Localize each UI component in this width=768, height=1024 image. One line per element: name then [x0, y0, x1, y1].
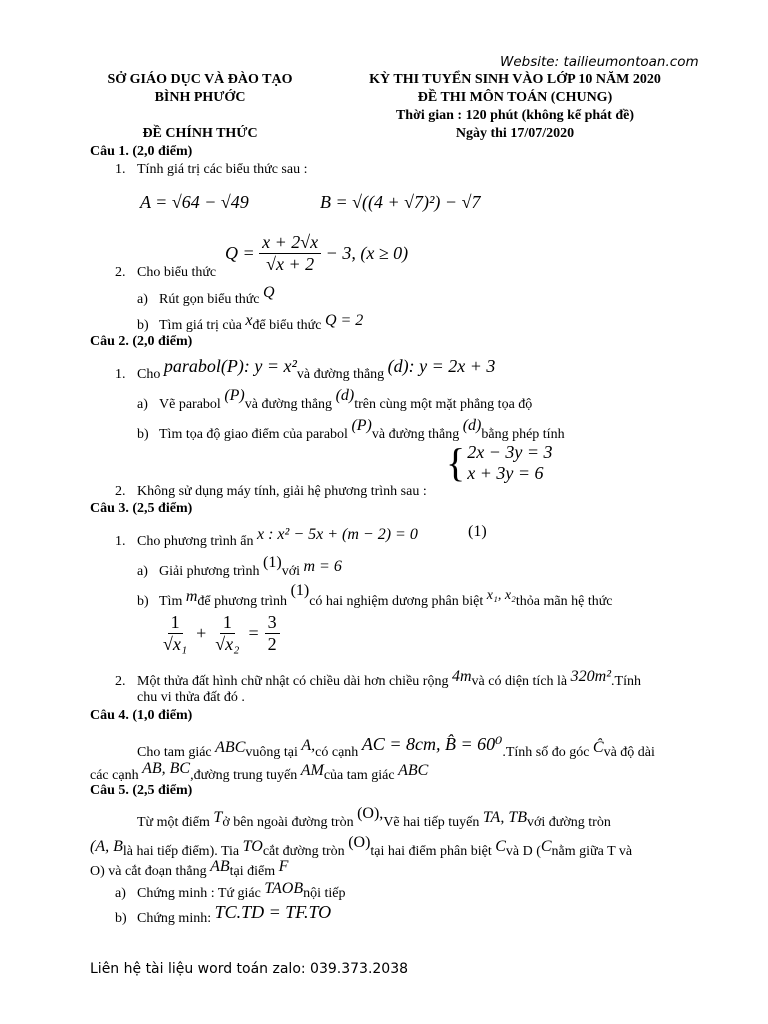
frac-3-den: 2	[267, 634, 277, 654]
list-number: 1.	[115, 367, 126, 382]
q-fraction	[259, 232, 321, 275]
q-lhs: Q =	[225, 243, 255, 263]
q5-m1: T	[213, 809, 223, 826]
q4-t2: vuông tại	[245, 745, 298, 760]
equals-sign: =	[248, 623, 259, 643]
q4-m7: ABC	[398, 762, 429, 779]
q2-item1-text: Cho	[137, 367, 161, 382]
q5-part-a	[115, 880, 346, 902]
q3-b-text1: Tìm	[159, 594, 183, 609]
q3-a-text2: với	[281, 564, 300, 579]
q4-m1: ABC	[215, 739, 246, 756]
q-rest: − 3, (x ≥ 0)	[325, 243, 409, 263]
q4-t8: của tam giác	[323, 768, 395, 783]
q2-a-text3: trên cùng một mặt phẳng tọa độ	[354, 397, 533, 412]
q3-equation-label: (1)	[468, 523, 487, 540]
q4-t3: có cạnh	[315, 745, 359, 760]
q5-m10: F	[278, 858, 289, 875]
q3-b-text2: để phương trình	[197, 594, 288, 609]
system-brace: {	[446, 440, 466, 485]
q4-m6: AM	[300, 762, 324, 779]
q5-t5: là hai tiếp điểm). Tia	[122, 844, 240, 859]
q-numerator: x + 2√x	[259, 232, 321, 254]
q5-t1: Từ một điểm	[137, 815, 210, 830]
q3-b-text4: thỏa mãn hệ thức	[515, 594, 613, 609]
q5-a-text2: nội tiếp	[303, 886, 346, 901]
frac-1-den: √x₁	[163, 634, 188, 654]
q5-part-b	[115, 902, 332, 927]
q2-b-math2: (d)	[462, 417, 482, 434]
q5-m5: TO	[242, 838, 263, 855]
q-denominator: √x + 2	[266, 254, 315, 274]
q2-b-math1: (P)	[351, 417, 372, 434]
q1-expr-a: A = √64 − √49	[140, 192, 249, 212]
q5-t3: Vẽ hai tiếp tuyến	[383, 815, 480, 830]
q3-item-2-line-2: chu vi thửa đất đó .	[137, 690, 245, 705]
list-letter: b)	[115, 911, 127, 926]
footer-contact: Liên hệ tài liệu word toán zalo: 039.373.2038	[90, 961, 409, 977]
q4-m5: AB, BC	[142, 760, 191, 777]
q3-title: Câu 3. (2,5 điểm)	[90, 501, 193, 516]
q3-a-math1: (1)	[263, 554, 282, 571]
q5-line-1	[137, 805, 611, 831]
q4-m3: AC = 8cm, B̂ = 60⁰	[361, 734, 503, 754]
q1-b-text1: Tìm giá trị của	[159, 318, 242, 333]
q2-a-text1: Vẽ parabol	[159, 397, 221, 412]
q3-item2-math2: 320m²	[570, 668, 612, 685]
q2-a-math1: (P)	[224, 387, 245, 404]
q2-a-text2: và đường thẳng	[244, 397, 333, 412]
q5-m8: C	[540, 838, 552, 855]
q1-b-math2: Q = 2	[324, 312, 364, 329]
q5-m4: (A, B	[90, 838, 123, 855]
org-line-2: BÌNH PHƯỚC	[154, 90, 246, 105]
list-number: 1.	[115, 534, 126, 549]
list-number: 2.	[115, 484, 126, 499]
q3-a-math2: m = 6	[303, 558, 342, 575]
q1-part-a	[137, 284, 275, 308]
q5-t9: nằm giữa T và	[551, 844, 633, 859]
q5-title: Câu 5. (2,5 điểm)	[90, 783, 193, 798]
q5-m7: C	[495, 838, 506, 855]
q2-title: Câu 2. (2,0 điểm)	[90, 334, 193, 349]
q4-title: Câu 4. (1,0 điểm)	[90, 708, 193, 723]
list-letter: a)	[137, 564, 148, 579]
q3-item-1	[115, 526, 418, 550]
q2-item-1	[115, 356, 496, 383]
frac-2-den: √x₂	[215, 634, 240, 654]
q3-b-math3: x₁, x₂	[486, 588, 516, 603]
q1-expr-b: B = √((4 + √7)²) − √7	[320, 192, 481, 212]
q2-line-math: (d): y = 2x + 3	[387, 356, 496, 376]
q3-item1-text: Cho phương trình ẩn	[137, 534, 254, 549]
exam-title: KỲ THI TUYỂN SINH VÀO LỚP 10 NĂM 2020	[369, 72, 661, 87]
q5-t4: với đường tròn	[527, 815, 611, 830]
q2-part-b	[137, 417, 565, 443]
frac-3-num: 3	[265, 612, 280, 634]
frac-2-num: 1	[220, 612, 235, 634]
q2-b-text3: bằng phép tính	[481, 427, 565, 442]
q5-t2: ở bên ngoài đường tròn	[222, 815, 354, 830]
frac-2	[212, 612, 242, 655]
q1-expr-q	[225, 232, 408, 275]
list-letter: b)	[137, 318, 149, 333]
q5-b-text: Chứng minh:	[137, 911, 212, 926]
q5-m2: (O),	[357, 805, 384, 822]
q5-m3: TA, TB	[482, 809, 527, 826]
system-equations	[467, 442, 552, 484]
exam-time: Thời gian : 120 phút (không kể phát đề)	[395, 108, 635, 123]
system-eq-1: 2x − 3y = 3	[467, 442, 553, 462]
q3-a-text1: Giải phương trình	[159, 564, 260, 579]
q3-equation: x : x² − 5x + (m − 2) = 0	[256, 526, 418, 543]
list-letter: a)	[137, 397, 148, 412]
q5-m9: AB	[210, 858, 230, 875]
q1-item-2	[115, 265, 216, 281]
q5-line-3	[90, 858, 289, 880]
q4-t4: .Tính số đo góc	[502, 745, 590, 760]
list-letter: b)	[137, 427, 149, 442]
q5-t6: cắt đường tròn	[262, 844, 345, 859]
q3-item2-math1: 4m	[451, 668, 472, 685]
plus-sign: +	[196, 623, 207, 643]
q5-a-math: TAOB	[264, 880, 304, 897]
q2-item-2	[115, 484, 427, 500]
q3-item2-text1: Một thửa đất hình chữ nhật có chiều dài hơn chiều rộng	[137, 674, 449, 689]
org-line-1: SỞ GIÁO DỤC VÀ ĐÀO TẠO	[107, 72, 293, 87]
q4-m4: Ĉ	[592, 739, 604, 756]
q2-item2-text: Không sử dụng máy tính, giải hệ phương trình sau :	[137, 484, 427, 499]
q3-item2-text2: và có diện tích là	[471, 674, 568, 689]
frac-1-num: 1	[168, 612, 183, 634]
q5-m6: (O)	[348, 834, 371, 851]
q1-a-text: Rút gọn biểu thức	[159, 292, 260, 307]
q3-item-2	[115, 668, 641, 690]
q3-b-math1: m	[185, 588, 198, 605]
list-letter: a)	[115, 886, 126, 901]
q2-part-a	[137, 387, 533, 413]
q4-t1: Cho tam giác	[137, 745, 212, 760]
q2-b-text2: và đường thẳng	[371, 427, 460, 442]
q2-parabol-math: parabol(P): y = x²	[163, 356, 297, 376]
exam-date: Ngày thi 17/07/2020	[455, 126, 575, 141]
q2-item1-text2: và đường thẳng	[296, 367, 385, 382]
q1-item-2-text: Cho biểu thức	[137, 265, 217, 280]
list-letter: b)	[137, 594, 149, 609]
q2-a-math2: (d)	[335, 387, 355, 404]
q3-b-math2: (1)	[290, 582, 310, 599]
q4-t5: và độ dài	[603, 745, 655, 760]
q4-m2: A,	[301, 737, 316, 754]
q2-b-text1: Tìm tọa độ giao điểm của parabol	[159, 427, 348, 442]
q1-part-b	[137, 312, 364, 334]
q4-t6: các cạnh	[90, 768, 139, 783]
exam-subject: ĐỀ THI MÔN TOÁN (CHUNG)	[417, 90, 613, 105]
q4-line-1	[137, 734, 655, 761]
q3-condition	[160, 612, 280, 655]
list-number: 2.	[115, 674, 126, 689]
q1-b-math1: x	[245, 312, 253, 329]
q1-a-math: Q	[263, 284, 275, 301]
q5-line-2	[90, 834, 633, 860]
q5-t7: tại hai điểm phân biệt	[370, 844, 492, 859]
q1-title: Câu 1. (2,0 điểm)	[90, 144, 193, 159]
q3-item2-text3: .Tính	[611, 674, 641, 689]
q3-part-a	[137, 554, 342, 580]
q5-t11: tại điểm	[229, 864, 276, 879]
official-label: ĐỀ CHÍNH THỨC	[142, 126, 258, 141]
q1-item-1-text: Tính giá trị các biểu thức sau :	[137, 162, 308, 177]
q1-item-1	[115, 162, 307, 178]
q1-b-text2: để biểu thức	[252, 318, 322, 333]
q3-b-text3: có hai nghiệm dương phân biệt	[309, 594, 484, 609]
system-eq-2: x + 3y = 6	[467, 463, 544, 483]
q4-t7: ,đường trung tuyến	[190, 768, 298, 783]
q5-b-math: TC.TD = TF.TO	[214, 902, 332, 922]
q4-line-2	[90, 760, 429, 784]
q2-system	[446, 442, 552, 484]
frac-1	[160, 612, 190, 655]
q5-t8: và D (	[505, 844, 541, 859]
list-number: 1.	[115, 162, 126, 177]
website-url: Website: tailieumontoan.com	[500, 54, 699, 70]
list-letter: a)	[137, 292, 148, 307]
q5-t10: O) và cắt đoạn thẳng	[90, 864, 207, 879]
frac-3	[265, 612, 280, 655]
list-number: 2.	[115, 265, 126, 280]
q5-a-text: Chứng minh : Tứ giác	[137, 886, 261, 901]
q3-part-b	[137, 582, 613, 610]
